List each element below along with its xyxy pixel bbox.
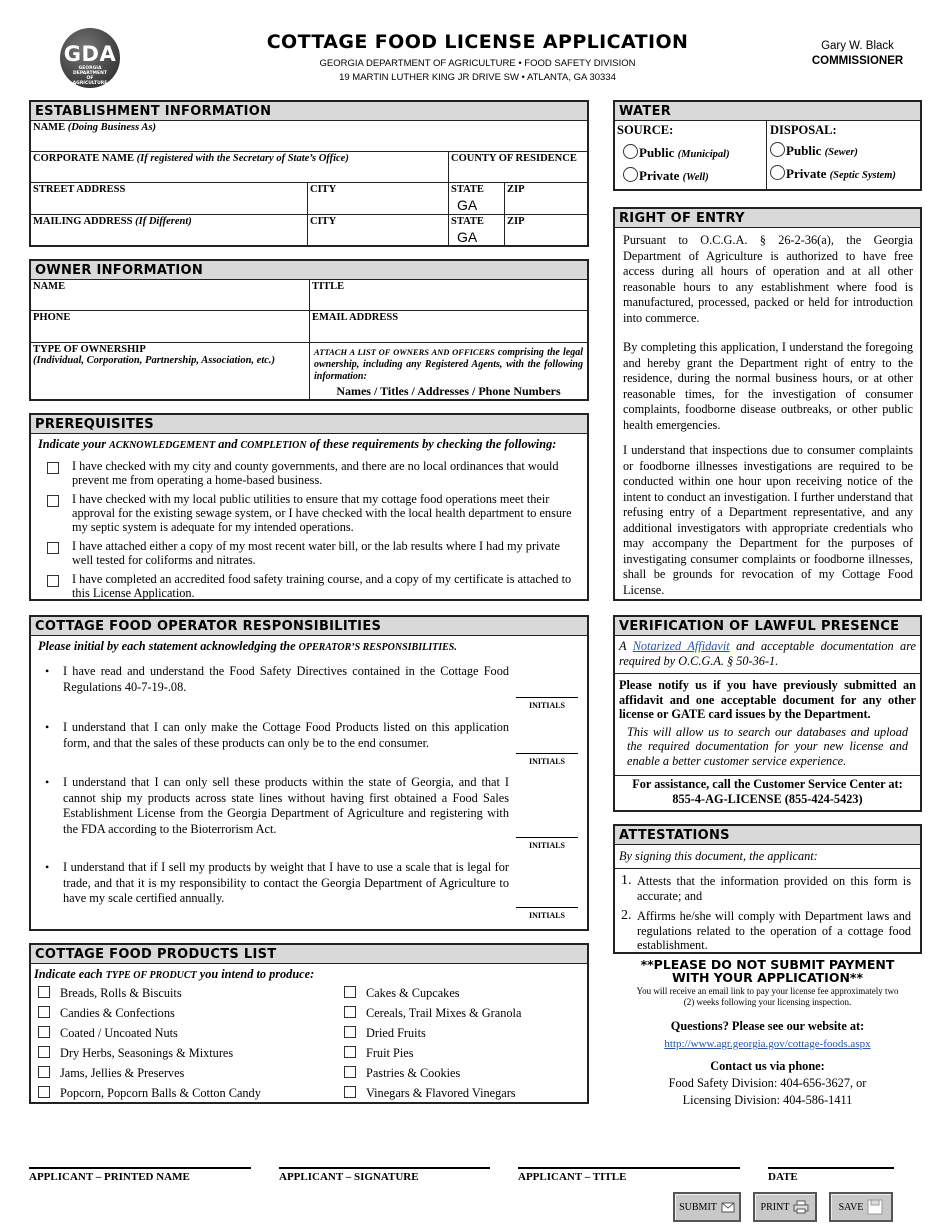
header-subtitle-1: GEORGIA DEPARTMENT OF AGRICULTURE • FOOD SAFETY DIVISION (319, 58, 636, 69)
initials-field[interactable]: INITIALS (516, 837, 578, 850)
water-section (613, 100, 922, 191)
product-item: Breads, Rolls & Biscuits (38, 986, 328, 1006)
ownership-type-field[interactable]: TYPE OF OWNERSHIP (Individual, Corporation, Partnership, Association, etc.) (31, 343, 310, 399)
mailing-city-field[interactable]: CITY (308, 215, 449, 245)
attestation-item: 1. Attests that the information provided on this form is accurate; and (621, 873, 911, 903)
prereq-item: I have attached either a copy of my most recent water bill, or the lab results where I had my private well tested for coliforms and nitrates. (47, 539, 583, 567)
page-title: COTTAGE FOOD LICENSE APPLICATION (266, 31, 689, 53)
water-disposal-group: DISPOSAL: Public (Sewer) Private (Septic System) (768, 121, 920, 189)
city-field[interactable]: CITY (308, 183, 449, 215)
responsibilities-heading: COTTAGE FOOD OPERATOR RESPONSIBILITIES (31, 617, 587, 636)
product-item: Coated / Uncoated Nuts (38, 1026, 328, 1046)
date-field[interactable]: DATE (768, 1167, 894, 1183)
product-checkbox[interactable] (344, 986, 356, 998)
establishment-section (29, 100, 589, 247)
state-value: GA (457, 197, 478, 213)
verification-section (613, 615, 922, 812)
product-item: Vinegars & Flavored Vinegars (344, 1086, 584, 1106)
disposal-public-radio[interactable] (770, 142, 785, 157)
dba-name-field[interactable]: NAME (Doing Business As) (31, 121, 587, 152)
header-subtitle-2: 19 MARTIN LUTHER KING JR DRIVE SW • ATLANTA, GA 30334 (339, 72, 616, 83)
zip-field[interactable]: ZIP (505, 183, 587, 215)
disposal-public-option[interactable]: Public (Sewer) (768, 140, 920, 161)
mailing-state-value: GA (457, 229, 478, 245)
prereq-checkbox[interactable] (47, 542, 59, 554)
save-button[interactable]: SAVE (829, 1192, 893, 1222)
prereq-item: I have checked with my city and county governments, and there are no local ordinances that would prevent me from operating a home-based business. (47, 459, 583, 487)
disposal-private-option[interactable]: Private (Septic System) (768, 161, 920, 186)
product-item: Jams, Jellies & Preserves (38, 1066, 328, 1086)
right-of-entry-paragraph-1: Pursuant to O.C.G.A. § 26-2-36(a), the Georgia Department of Agriculture is authorized to have free access during all hours of operation and at all other reasonable hours to any establishment where food is manufactured, processed, packed or held for introduction into commerce. (623, 233, 913, 325)
product-item: Dried Fruits (344, 1026, 584, 1046)
product-checkbox[interactable] (38, 1046, 50, 1058)
printer-icon (793, 1200, 809, 1214)
website-link[interactable]: http://www.agr.georgia.gov/cottage-foods.aspx (664, 1038, 871, 1050)
verification-notice: Please notify us if you have previously submitted an affidavit and one acceptable document for any other license or GATE card issues by the Department. This will allow us to search our databases and upload the required documentation for your new license and enable a better customer service experience. (615, 674, 920, 776)
county-field[interactable]: COUNTY OF RESIDENCE (449, 152, 587, 183)
payment-notice: **PLEASE DO NOT SUBMIT PAYMENT WITH YOUR APPLICATION** You will receive an email link to pay your license fee approximately two (2) weeks following your licensing inspection. Questions? Please see our website at: http://www.agr.georgia.gov/cottage-foods.aspx Contact us via phone: Food Safety Division: 404-656-3627, or Licensing Division: 404-586-1411 (613, 958, 922, 1108)
water-source-group: SOURCE: Public (Municipal) Private (Well) (615, 121, 767, 189)
state-field[interactable]: STATE GA (449, 183, 505, 215)
prereq-checkbox[interactable] (47, 495, 59, 507)
product-item: Pastries & Cookies (344, 1066, 584, 1086)
ownership-attachment-note: ATTACH A LIST OF OWNERS AND OFFICERS comprising the legal ownership, including any Registered Agents, with the following information: Names / Titles / Addresses / Phone Numbers (314, 347, 583, 398)
verification-heading: VERIFICATION OF LAWFUL PRESENCE (615, 617, 920, 636)
product-item: Cereals, Trail Mixes & Granola (344, 1006, 584, 1026)
product-checkbox[interactable] (38, 1006, 50, 1018)
signature-field[interactable]: APPLICANT – SIGNATURE (279, 1167, 490, 1183)
attestation-item: 2. Affirms he/she will comply with Department laws and regulations related to the operation of a cottage food establishment. (621, 908, 911, 952)
logo-subtext: GEORGIA DEPARTMENT OF AGRICULTURE (72, 66, 108, 86)
right-of-entry-section (613, 207, 922, 601)
applicant-title-field[interactable]: APPLICANT – TITLE (518, 1167, 740, 1183)
attestations-intro: By signing this document, the applicant: (615, 845, 920, 869)
owner-heading: OWNER INFORMATION (31, 261, 587, 280)
prereq-item: I have completed an accredited food safety training course, and a copy of my certificate is attached to this License Application. (47, 572, 583, 600)
establishment-heading: ESTABLISHMENT INFORMATION (31, 102, 587, 121)
responsibility-item: • I have read and understand the Food Safety Directives contained in the Cottage Food Regulations 40-7-19-.08. (45, 664, 509, 694)
street-address-field[interactable]: STREET ADDRESS (31, 183, 308, 215)
owner-title-field[interactable]: TITLE (310, 280, 587, 311)
submit-button[interactable]: SUBMIT (673, 1192, 741, 1222)
responsibility-item: • I understand that I can only sell these products within the state of Georgia, and that I cannot ship my products across state lines without having first obtained a Food Sales Establishment License from the Georgia Department of Agriculture and registering with the FDA according to the Bioterrorism Act. (45, 775, 509, 836)
product-checkbox[interactable] (344, 1006, 356, 1018)
product-item: Cakes & Cupcakes (344, 986, 584, 1006)
owner-name-field[interactable]: NAME (31, 280, 310, 311)
email-icon (721, 1200, 735, 1214)
responsibilities-instruction: Please initial by each statement acknowledging the OPERATOR’S RESPONSIBILITIES. (38, 639, 457, 653)
product-checkbox[interactable] (344, 1046, 356, 1058)
right-of-entry-paragraph-2: By completing this application, I understand the foregoing and hereby grant the Department right of entry to the residence, during the normal business hours, or at other reasonable times, for the investigation of consumer complaints, foodborne disease outbreaks, or other public health emergencies. (623, 340, 913, 432)
water-heading: WATER (615, 102, 920, 121)
products-heading: COTTAGE FOOD PRODUCTS LIST (31, 945, 587, 964)
commissioner-name: Gary W. Black (821, 40, 894, 52)
initials-field[interactable]: INITIALS (516, 753, 578, 766)
product-item: Candies & Confections (38, 1006, 328, 1026)
products-left-column (38, 986, 328, 1106)
initials-field[interactable]: INITIALS (516, 697, 578, 710)
product-checkbox[interactable] (344, 1026, 356, 1038)
corporate-name-field[interactable]: CORPORATE NAME (If registered with the Secretary of State’s Office) (31, 152, 449, 183)
commissioner-title: COMMISSIONER (811, 55, 904, 67)
products-right-column (344, 986, 584, 1106)
verification-requirement: A Notarized Affidavit and acceptable documentation are required by O.C.G.A. § 50-36-1. (615, 636, 920, 674)
prerequisites-section (29, 413, 589, 601)
owner-phone-field[interactable]: PHONE (31, 311, 310, 343)
gda-logo (60, 28, 120, 88)
initials-field[interactable]: INITIALS (516, 907, 578, 920)
owner-section (29, 259, 589, 401)
source-private-radio[interactable] (623, 167, 638, 182)
product-checkbox[interactable] (344, 1086, 356, 1098)
notarized-affidavit-link[interactable]: Notarized Affidavit (632, 639, 730, 653)
product-item: Fruit Pies (344, 1046, 584, 1066)
product-checkbox[interactable] (344, 1066, 356, 1078)
attestations-heading: ATTESTATIONS (615, 826, 920, 845)
prereq-checkbox[interactable] (47, 575, 59, 587)
responsibility-item: • I understand that I can only make the Cottage Food Products listed on this application form, and that the sales of these products can only be to the end consumer. (45, 720, 509, 750)
products-instruction: Indicate each TYPE OF PRODUCT you intend to produce: (34, 967, 315, 981)
mailing-state-field[interactable]: STATE GA (449, 215, 505, 245)
prereq-checkbox[interactable] (47, 462, 59, 474)
prerequisites-heading: PREREQUISITES (31, 415, 587, 434)
source-public-radio[interactable] (623, 144, 638, 159)
product-item: Dry Herbs, Seasonings & Mixtures (38, 1046, 328, 1066)
prereq-item: I have checked with my local public utilities to ensure that my cottage food operations meet their approval for the existing sewage system, or I have checked with the local health department to ensure my septic system is adequate for my intended operations. (47, 492, 583, 534)
logo-text: GDA (63, 42, 117, 66)
right-of-entry-paragraph-3: I understand that inspections due to consumer complaints or foodborne illnesses investigations are required to be conducted within one hour upon receiving notice of the intent to conduct an investigation. I further understand that refusing entry of a Department representative, and any additional investigators with appropriate credentials who may accompany the Department for the purposes of investigating consumer complaints or foodborne illnesses, shall be grounds for revocation of my Cottage Food License. (623, 443, 913, 597)
right-of-entry-heading: RIGHT OF ENTRY (615, 209, 920, 228)
source-public-option[interactable]: Public (Municipal) (615, 140, 766, 165)
product-checkbox[interactable] (38, 986, 50, 998)
print-button[interactable]: PRINT (753, 1192, 817, 1222)
product-item: Popcorn, Popcorn Balls & Cotton Candy (38, 1086, 328, 1106)
prerequisites-instruction: Indicate your ACKNOWLEDGEMENT and COMPLETION of these requirements by checking the following: (38, 437, 557, 451)
product-checkbox[interactable] (38, 1066, 50, 1078)
products-section (29, 943, 589, 1104)
product-checkbox[interactable] (38, 1026, 50, 1038)
printed-name-field[interactable]: APPLICANT – PRINTED NAME (29, 1167, 251, 1183)
product-checkbox[interactable] (38, 1086, 50, 1098)
disposal-private-radio[interactable] (770, 165, 785, 180)
mailing-address-field[interactable]: MAILING ADDRESS (If Different) (31, 215, 308, 245)
mailing-zip-field[interactable]: ZIP (507, 216, 525, 227)
owner-email-field[interactable]: EMAIL ADDRESS (310, 311, 587, 343)
save-icon (867, 1199, 883, 1215)
verification-assistance: For assistance, call the Customer Service Center at: 855-4-AG-LICENSE (855-424-5423) (632, 777, 903, 806)
attestations-section (613, 824, 922, 954)
source-private-option[interactable]: Private (Well) (615, 165, 766, 186)
responsibility-item: • I understand that if I sell my products by weight that I have to use a scale that is legal for trade, and that it is my responsibility to contact the Georgia Department of Agriculture to have my scale certified annually. (45, 860, 509, 905)
responsibilities-section (29, 615, 589, 931)
